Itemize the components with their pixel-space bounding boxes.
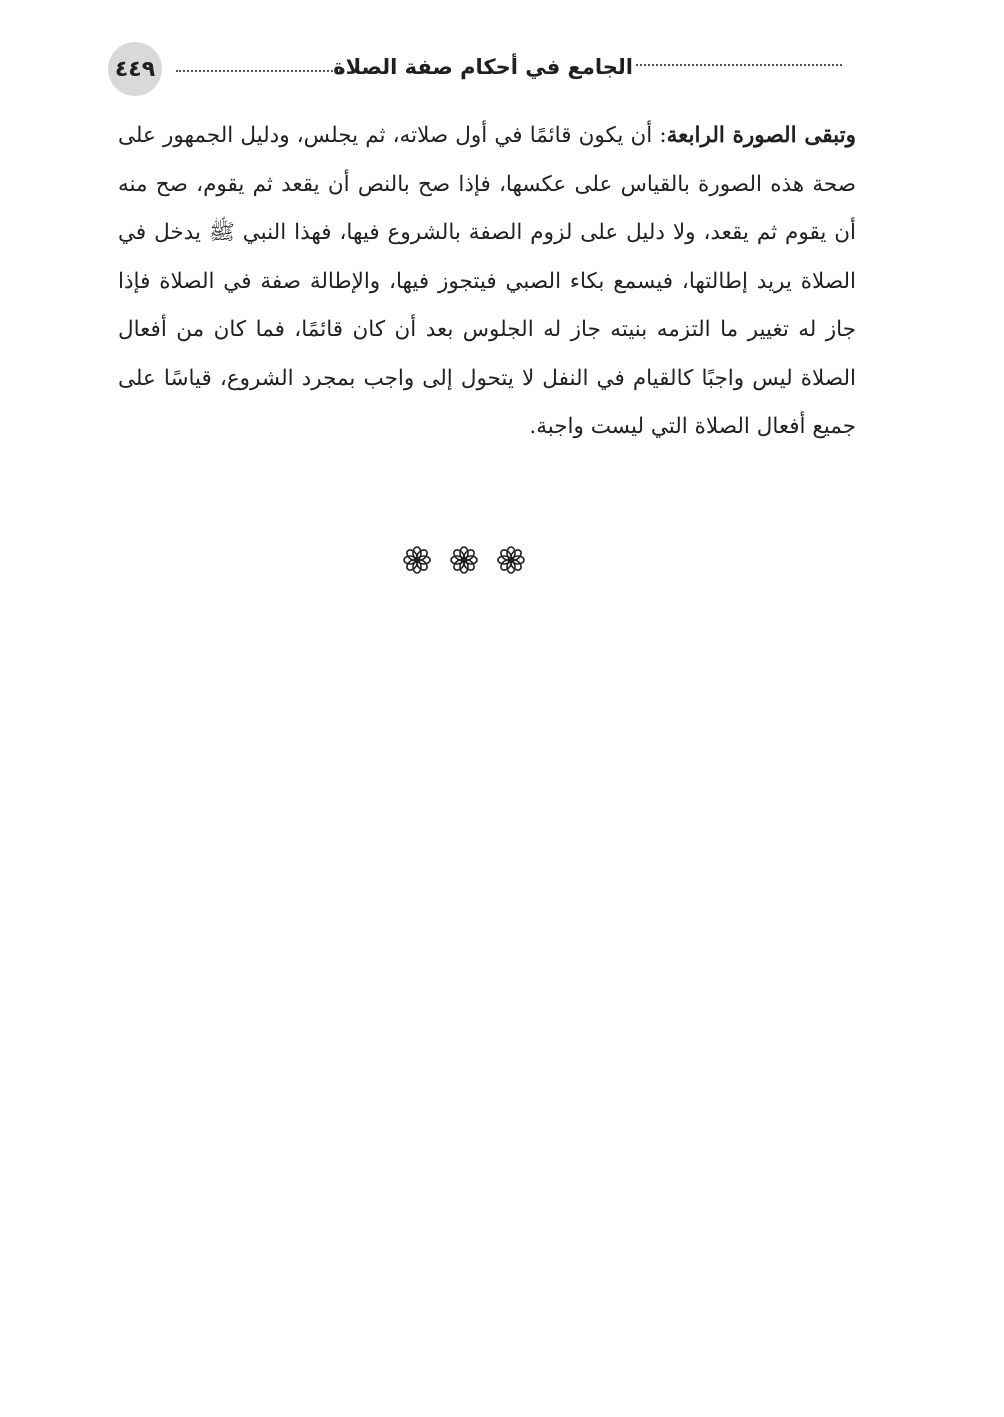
page-number: ٤٤٩: [114, 56, 156, 82]
section-divider: [402, 540, 526, 580]
header-dotted-rule-left: [176, 70, 344, 72]
page-header: [108, 42, 848, 98]
paragraph-lead: وتبقى الصورة الرابعة: [666, 123, 856, 148]
flower-ornament-icon: [402, 545, 432, 575]
paragraph-text: : أن يكون قائمًا في أول صلاته، ثم يجلس، ودليل الجمهور على صحة هذه الصورة بالقياس على عكسها، فإذا صح بالنص أن يقعد ثم يقوم، صح منه أن يقوم ثم يقعد، ولا دليل على لزوم الصفة بالشروع فيها، فهذا النبي ﷺ يدخل في الصلاة يريد إطالتها، فيسمع بكاء الصبي فيتجوز فيها، والإطالة صفة في الصلاة فإذا جاز له تغيير ما التزمه بنيته جاز له الجلوس بعد أن كان قائمًا، فما كان من أفعال الصلاة ليس واجبًا كالقيام في النفل لا يتحول إلى واجب بمجرد الشروع، قياسًا على جميع أفعال الصلاة التي ليست واجبة.: [118, 123, 856, 439]
body-paragraph: [118, 112, 856, 452]
flower-ornament-icon: [449, 545, 479, 575]
page-number-badge: [108, 42, 162, 96]
header-dotted-rule-right: [636, 64, 842, 66]
flower-ornament-icon: [496, 545, 526, 575]
running-title: الجامع في أحكام صفة الصلاة: [333, 55, 633, 79]
